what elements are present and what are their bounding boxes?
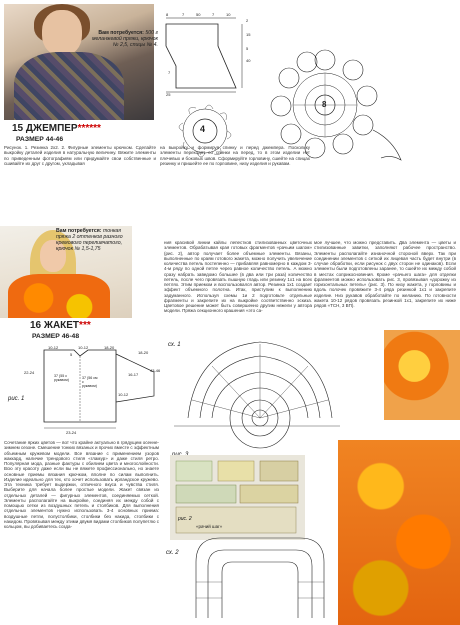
jdim-3: 5 [70,352,73,357]
motif-4-label: 4 [200,124,206,134]
rachiy-shag-label: «рачий шаг» [196,524,223,529]
scheme-2-label: сх. 2 [166,550,179,556]
jumper-size: РАЗМЕР 44-46 [16,136,64,143]
dim-7: 7 [182,12,185,17]
jdim-5: 18-20 [138,350,149,355]
jumper-materials: Вам потребуется: 500 г меланжевой пряжи, крючок № 2,5, спицы № 4. [91,30,158,48]
motif-8-label: 8 [322,100,327,109]
scheme-1-diagram [172,340,342,452]
dim-40: 40 [246,58,251,63]
jacket-pattern-diagram [4,342,162,434]
scheme-1-label: сх. 1 [168,342,181,348]
jdim-13: 37 (56 см с рукавом) [82,376,98,388]
jacket-text-col3: мое лучшее, что можно представить. Два элемента — цветы и стилизованные завитки, заполняют рабочее пространство. Элементы располагайте изнаночной стороной вверх. Так при соединении элементов с сеткой их лицевая часть будет внутри (в случае обработки, если рисунок с двух сторон не одинаков). Если элементы были подготовлены заранее, то сшейте их между собой в местах соприкосновения. Кроме «рачьего шага» для отделки фрагментов можно использовать рис. 3, провязывая «дорожку из горизонтальных петель» (рис. 3). По низу жакета, у горловины и вдоль полочек провяжите 3-4 ряда резинкой 1х1 и закрепите изделие. Низ рукавов обработайте по желанию. По готовности жакета 10-12 рядов провязать резинкой 1х1, закрепите их ниже рядов «ТСН, 3 ВП). [314,240,456,308]
dim-8: 8 [166,12,169,17]
jdim-6: 22-24 [24,370,35,375]
scheme-2-diagram [186,532,336,624]
jacket-materials: Вам потребуется: тонкая пряжа 2 оттенков разного кремового переливчатого, крючок № 1,5-1,75 [56,228,123,252]
jacket-detail-photo-2 [338,440,460,625]
dim-7b: 7 [212,12,215,17]
jdim-12: 23-24 [66,430,77,435]
jacket-size: РАЗМЕР 46-48 [32,333,80,340]
dim-50: 50 [196,12,201,17]
ris1-label: рис. 1 [8,396,25,402]
dim-15: 15 [246,32,251,37]
jumper-photo [4,4,154,120]
dim-5: 5 [246,46,249,51]
jdim-1: 10-12 [48,345,59,350]
jdim-11: 16-17 [128,372,139,377]
dim-25: 25 [166,92,171,97]
jacket-text-col1: Сочетание ярких цветов — вот что крайне актуально в грядущем осенне-зимнем сезоне. Смешение тонких вязаных и прочих вместе с эффектным объемным кружевом модели. Все вязание с применением узоров жаккард, наличие трендового стиля «гламур» и даже стиля ретро. Популярная мода, разные фактуры с обилием цвета и многослойности. Всю эту красоту даже если вы не вяжете профессионально, но знаете основные приемы вязания крючком, вполне по силам выполнить. Изделие идеально для тех, кто хочет использовать ирландское кружево. Эта техника требует выдержки, отличного вкуса и чувства стиля. Выберите для начала более простые модели. Жакет связан из отдельных деталей — фигурных элементов, соединяемых сеткой. Элементы располагайте на выкройке, соединяя их между собой с помощью сетки из воздушных петель и столбиков. Для выполнения отдельных элементов нужно использовать 3-4 основных приема: воздушные петли, полустолбики, столбики без накида, столбики с накидом. Провязывая между этими двумя видами столбиков полупетлю с кольцом, вы добиваетесь созда- [4,440,159,529]
dim-10: 10 [226,12,231,17]
jumper-caption: Рисунок. 1. Резинка 2x2. 2. Фигурные элементы крючком. Сделайте выкройку деталей изделия в натуральную величину. Вяжите элементы по приведенным фотографиям или придумайте свои собственные и сшивайте их друг с другом, укладывая [4,145,156,166]
jumper-text-col2: на выкройку и формируя спинку и перед джемпера. Поскольку элементы переходят со спинки на перед, то в этом изделии нет плечевых и боковых швов. Сформируйте горловину, сшейте на спицах резинку и пришейте ее по горловине, низу изделия и рукавам. [160,145,310,166]
dim-2: 2 [246,18,249,23]
dim-7c: 7 [168,70,171,75]
jdim-14: 43-46 [150,368,161,373]
jumper-title: 15 ДЖЕМПЕР****** [12,123,101,134]
jdim-7: 37 (55 с рукавом) [54,374,69,382]
figure-3-swatches [170,455,305,540]
jdim-2: 10-12 [78,345,89,350]
jdim-4: 18-20 [104,345,115,350]
jacket-title: 16 ЖАКЕТ*** [30,320,91,331]
sleeve-pattern-diagram [158,6,253,101]
jdim-9: 10-12 [118,392,129,397]
figure-2-label: рис. 2 [178,516,192,522]
jacket-detail-photo-1 [384,330,460,420]
jacket-text-col2: ния красивой линии кайлы лепестков стилизованных цветочных элементов. Обрабатывая края готовых фрагментов «рачьим шагом» (рис. 2), автор получает более объемные элементы. Вязаны, выполненные по краям готового жакета, можно получить увеличение количества петель постепенно — прибавляя равномерно в каждом 3-4-м ряду по одной петле через равное количество петель. А можно сразу набрать заведомо большее (в два или три раза) количество петель, после чего провязать пышную гладь или резинку 1х1 на всех петлях. Этим приемом и воспользовался автор. Резинка 1х1 создает эффект объемного полотна. Итак, приступим к выполнению задуманного. Используя схемы 1и 2 подготовьте отдельные фрагменты и закрепите их на выкройке соответственно эскиза. Цветовое решение может быть совершенно другим нежели у автора модели. Пряжа секционного крашения «это са- [164,240,312,314]
